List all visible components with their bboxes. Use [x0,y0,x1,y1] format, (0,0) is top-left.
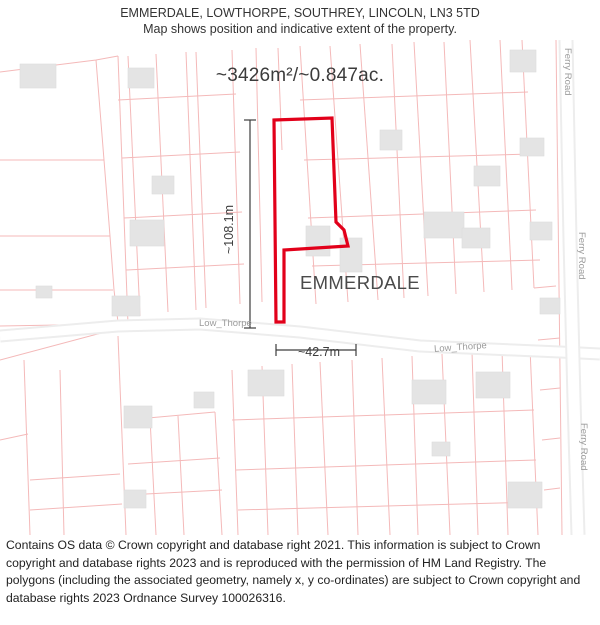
road-label-ferry-road-mid: Ferry Road [576,232,587,280]
page-subtitle: Map shows position and indicative extent of the property. [143,22,457,36]
vertical-dimension-label: ~108.1m [222,205,236,255]
road-label-low-thorpe-east: Low_Thorpe [433,340,488,355]
road-label-ferry-road-north: Ferry Road [562,48,573,96]
page-title: EMMERDALE, LOWTHORPE, SOUTHREY, LINCOLN, LN3 5TD [120,6,480,20]
road-label-low-thorpe-west: Low_Thorpe [199,318,252,329]
road-label-ferry-road-south: Ferry Road [578,423,589,471]
horizontal-dimension-label: ~42.7m [297,345,341,359]
area-label: ~3426m²/~0.847ac. [215,65,385,86]
property-name-label: EMMERDALE [300,272,420,293]
copyright-notice: Contains OS data © Crown copyright and database right 2021. This information is subject to Crown copyright and database rights 2023 and is reproduced with the permission of HM Land Registry. The polygons (including the associated geometry, namely x, y co-ordinates) are subject to Crown copyright and database rights 2023 Ordnance Survey 100026316. [6,538,581,605]
map-canvas[interactable] [0,40,600,535]
map-header [0,0,600,37]
